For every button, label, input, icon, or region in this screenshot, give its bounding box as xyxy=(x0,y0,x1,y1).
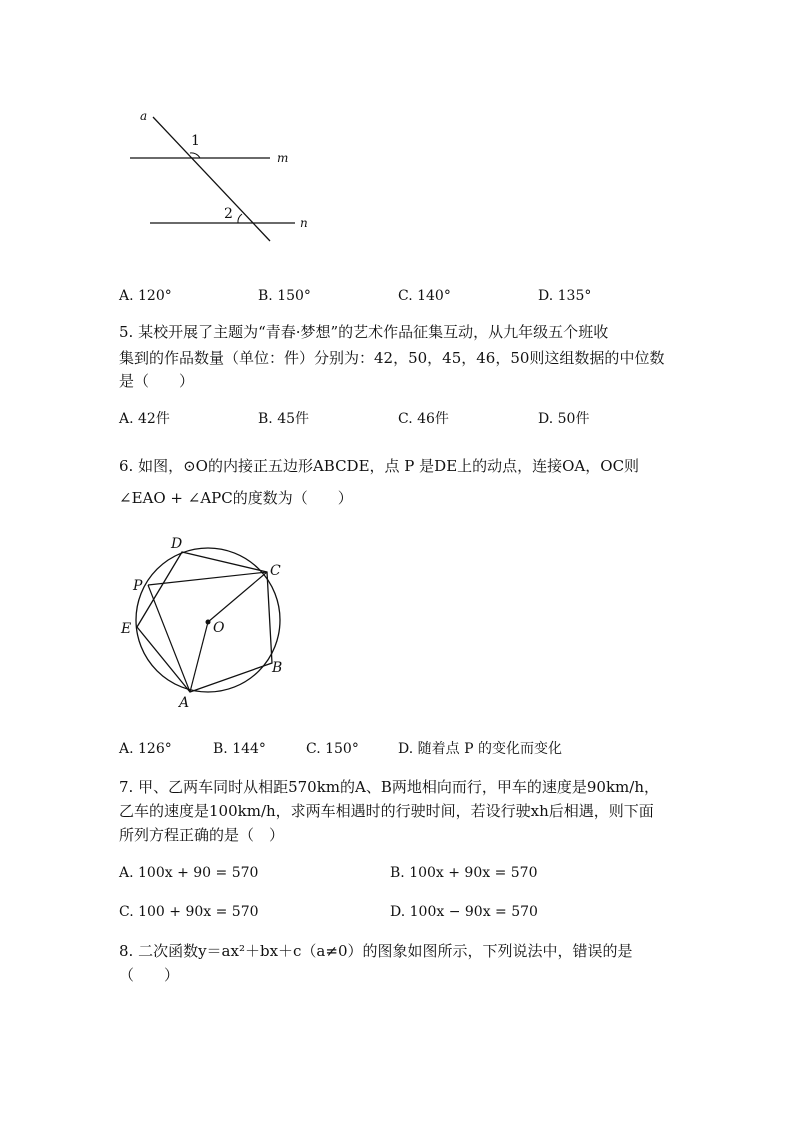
q7-option-b: B. 100x + 90x = 570 xyxy=(390,865,538,881)
label-e: E xyxy=(121,621,132,637)
segment-oc xyxy=(208,572,267,622)
label-d: D xyxy=(171,536,183,552)
label-o: O xyxy=(213,620,225,636)
segment-oa xyxy=(190,622,208,692)
label-n: n xyxy=(300,216,308,230)
q4-option-c: C. 140° xyxy=(398,288,451,304)
q5-option-c: C. 46件 xyxy=(398,411,449,427)
q7-line-1: 7. 甲、乙两车同时从相距570km的A、B两地相向而行，甲车的速度是90km/h， xyxy=(119,778,659,796)
label-c: C xyxy=(270,563,281,579)
q5-option-b: B. 45件 xyxy=(258,411,310,427)
q5-line-3: 是（ ） xyxy=(119,372,195,390)
q6-option-b: B. 144° xyxy=(213,741,266,757)
q5-option-d: D. 50件 xyxy=(538,411,590,427)
label-p: P xyxy=(133,578,143,594)
q6-option-d: D. 随着点 P 的变化而变化 xyxy=(398,741,562,757)
q5-line-2: 集到的作品数量（单位：件）分别为：42，50，45，46，50则这组数据的中位数 xyxy=(119,349,665,367)
q6-option-c: C. 150° xyxy=(306,741,359,757)
label-m: m xyxy=(277,151,289,165)
q5-line-1: 5. 某校开展了主题为“青春·梦想”的艺术作品征集互动，从九年级五个班收 xyxy=(119,323,609,341)
q7-line-3: 所列方程正确的是（ ） xyxy=(119,826,285,844)
q7-line-2: 乙车的速度是100km/h，求两车相遇时的行驶时间，若设行驶xh后相遇，则下面 xyxy=(119,802,654,820)
q8-line-2: （ ） xyxy=(119,966,180,984)
q8-line-1: 8. 二次函数y＝ax²＋bx＋c（a≠0）的图象如图所示，下列说法中，错误的是 xyxy=(119,942,633,960)
label-a: a xyxy=(140,109,148,123)
q7-option-c: C. 100 + 90x = 570 xyxy=(119,904,259,920)
parallel-lines-figure xyxy=(120,105,320,250)
q7-option-a: A. 100x + 90 = 570 xyxy=(119,865,259,881)
q4-option-a: A. 120° xyxy=(119,288,172,304)
q5-option-a: A. 42件 xyxy=(119,411,170,427)
q6-line-2: ∠EAO + ∠APC的度数为（ ） xyxy=(119,489,353,507)
label-a: A xyxy=(179,695,190,710)
angle-2-arc xyxy=(238,214,242,223)
q6-line-1: 6. 如图，⊙O的内接正五边形ABCDE，点 P 是DE上的动点，连接OA，OC则 xyxy=(119,457,640,475)
q4-option-d: D. 135° xyxy=(538,288,592,304)
pentagon-circle-figure xyxy=(115,530,295,710)
segment-pa xyxy=(148,585,190,692)
label-b: B xyxy=(272,660,283,676)
q7-option-d: D. 100x − 90x = 570 xyxy=(390,904,538,920)
q6-option-a: A. 126° xyxy=(119,741,172,757)
label-angle-2: 2 xyxy=(224,206,233,222)
center-point-o xyxy=(206,620,211,625)
label-angle-1: 1 xyxy=(191,133,200,149)
q4-option-b: B. 150° xyxy=(258,288,311,304)
